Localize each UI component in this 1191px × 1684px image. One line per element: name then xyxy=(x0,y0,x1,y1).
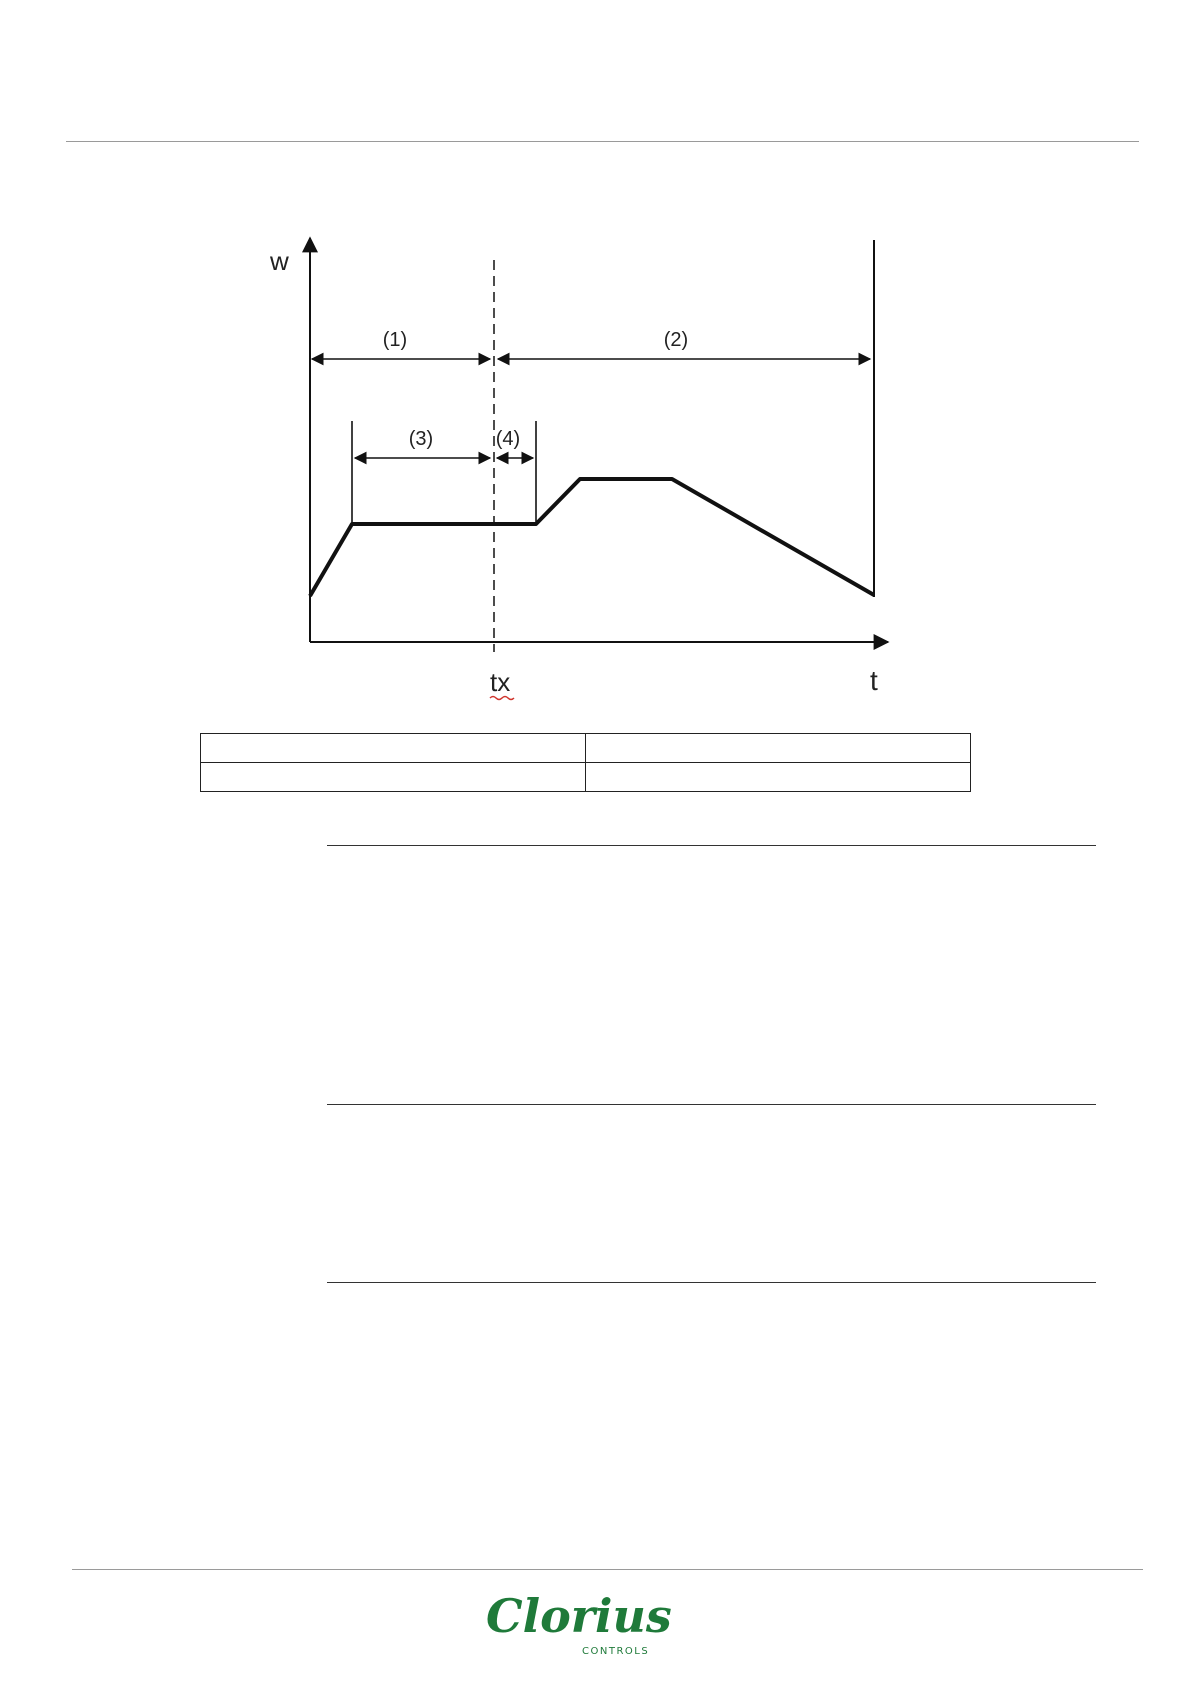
section-rule-2 xyxy=(327,1104,1096,1105)
clorius-logo xyxy=(484,1582,672,1662)
table-row xyxy=(201,734,971,763)
interval-3-label: (3) xyxy=(408,428,434,450)
profile-curve xyxy=(310,479,874,596)
y-axis-label: w xyxy=(270,246,289,276)
data-table xyxy=(200,733,971,792)
table-cell xyxy=(586,734,971,763)
interval-2-label: (2) xyxy=(663,329,689,351)
table-cell xyxy=(201,763,586,792)
section-rule-3 xyxy=(327,1282,1096,1283)
tx-label: tx xyxy=(490,667,511,697)
section-rule-1 xyxy=(327,845,1096,846)
time-diagram xyxy=(0,0,1191,720)
x-axis-label: t xyxy=(870,665,878,696)
interval-1-label: (1) xyxy=(382,329,408,351)
logo-subtext: CONTROLS xyxy=(582,1646,650,1657)
table-row xyxy=(201,763,971,792)
interval-4-label: (4) xyxy=(495,428,521,450)
table-cell xyxy=(586,763,971,792)
table-cell xyxy=(201,734,586,763)
logo-wordmark: Clorius xyxy=(486,1589,672,1643)
footer-rule xyxy=(72,1569,1143,1570)
